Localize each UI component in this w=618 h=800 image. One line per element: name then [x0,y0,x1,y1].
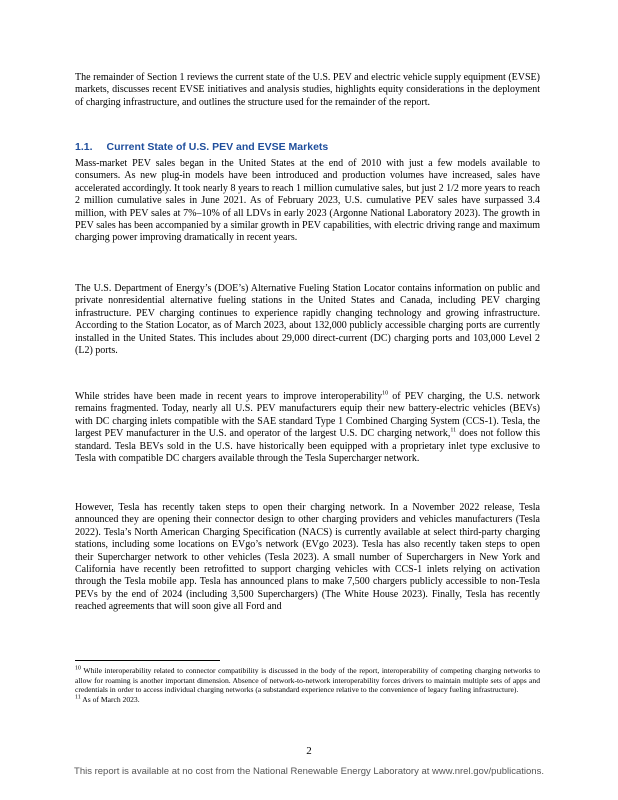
footnote-text: While interoperability related to connector compatibility is discussed in the body of the report, interoperability of competing charging networks to allow for roaming is another important dimension. Absence of network-to-network interoperability forces drivers to maintain multiple sets of apps and credentials in order to access individual charging networks (a substandard experience relative to the convenience of legacy fueling infrastructure). [75,666,540,695]
paragraph-interoperability [75,391,540,465]
footnote-divider [75,660,220,661]
page-number: 2 [306,745,312,757]
footnote-ref-11[interactable]: 11 [450,427,457,434]
footnote-11 [75,695,540,705]
paragraph-tesla-network: However, Tesla has recently taken steps to open their charging network. In a November 2022 release, Tesla announced they are opening their connector design to other charging providers and vehicles manufacturers (Tesla 2022). Tesla’s North American Charging Specification (NACS) is currently available at select third-party charging stations, including some locations on EVgo’s network (EVgo 2023). Tesla has also recently taken steps to open their Supercharger network to other vehicles (Tesla 2023). A small number of Superchargers in New York and California have recently been retrofitted to support charging vehicles with CCS-1 inlets relying on activation through the Tesla mobile app. Tesla has announced plans to make 7,500 chargers publicly accessible to non-Tesla PEVs by the end of 2024 (including 3,500 Superchargers) (The White House 2023). Finally, Tesla has recently reached agreements that will soon give all Ford and [75,502,540,613]
paragraph-station-locator: The U.S. Department of Energy’s (DOE’s) Alternative Fueling Station Locator contains information on public and private nonresidential alternative fueling stations in the United States and Canada, including PEV charging infrastructure. PEV charging continues to experience rapidly changing technology and growing infrastructure. According to the Station Locator, as of March 2023, about 132,000 publicly accessible charging ports are currently installed in the United States. This includes about 29,000 direct-current (DC) charging ports and 103,000 Level 2 (L2) ports. [75,283,540,357]
section-number: 1.1. [75,141,93,153]
footnote-text: As of March 2023. [80,694,140,704]
intro-paragraph: The remainder of Section 1 reviews the current state of the U.S. PEV and electric vehicle supply equipment (EVSE) markets, discusses recent EVSE initiatives and analysis studies, highlights equity considerations in the deployment of charging infrastructure, and outlines the structure used for the remainder of the report. [75,72,540,108]
page-footer: This report is available at no cost from the National Renewable Energy Laboratory at www.nrel.gov/publications. [74,766,544,777]
section-heading [75,141,328,153]
footnote-number: 11 [75,694,81,701]
paragraph-text: of PEV charging, the U.S. network remains fragmented. Today, nearly all U.S. PEV manufacturers equip their new battery-electric vehicles (BEVs) with DC charging inlets compatible with the SAE standard Type 1 Combined Charging System (CCS-1). Tesla, the largest PEV manufacturer in the U.S. and operator of the largest U.S. DC charging network, [75,391,540,440]
footnote-number: 10 [75,665,81,672]
paragraph-text: While strides have been made in recent years to improve interoperability [75,391,383,402]
footnote-10 [75,666,540,695]
paragraph-text: does not follow this standard. Tesla BEVs sold in the U.S. have historically been equipped with a proprietary inlet type exclusive to Tesla with compatible DC chargers available through the Tesla Supercharger network. [75,428,540,465]
footnotes [75,666,540,704]
footnote-ref-10[interactable]: 10 [382,390,389,397]
section-title: Current State of U.S. PEV and EVSE Markets [106,141,329,153]
paragraph-pev-sales: Mass-market PEV sales began in the United States at the end of 2010 with just a few models available to consumers. As new plug-in models have been introduced and production volumes have increased, sales have accelerated accordingly. It took nearly 8 years to reach 1 million cumulative sales, but just 2 1/2 more years to reach 2 million cumulative sales in June 2021. As of February 2023, U.S. cumulative PEV sales have surpassed 3.4 million, with PEV sales at 7%–10% of all LDVs in early 2023 (Argonne National Laboratory 2023). The growth in PEV sales has been accompanied by a similar growth in PEV capabilities, with electric driving range and maximum charging power improving dramatically in recent years. [75,158,540,244]
